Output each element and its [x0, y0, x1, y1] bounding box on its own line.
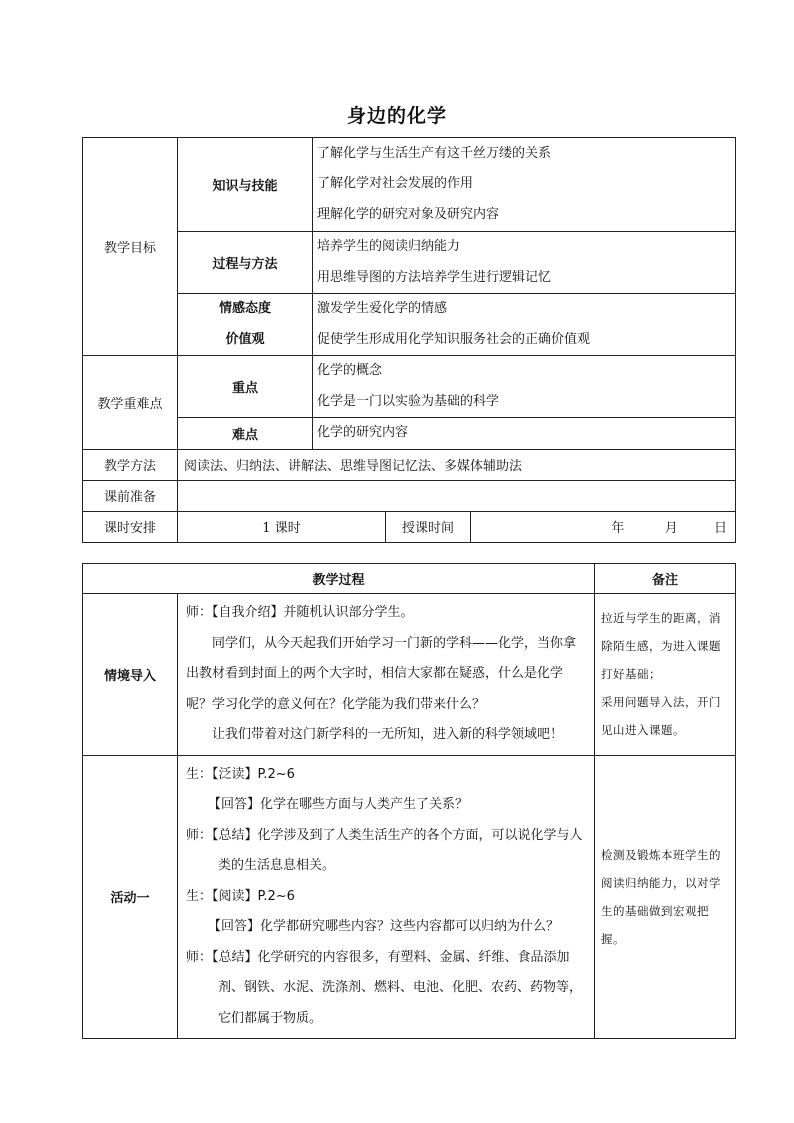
objective-items-emotion	[313, 294, 736, 356]
process-header: 教学过程	[83, 564, 595, 594]
objective-items-knowledge	[313, 138, 736, 232]
day-label: 日	[713, 521, 727, 536]
time-label: 授课时间	[386, 511, 471, 542]
content-line: 生：【阅读】P.2~6	[186, 888, 295, 904]
content-paragraph	[186, 629, 588, 721]
key-point-item: 化学的概念	[317, 363, 383, 378]
content-line: 让我们带着对这门新学科的一无所知，进入新的科学领域吧！	[212, 727, 564, 742]
notes-header: 备注	[595, 564, 736, 594]
content-line: 【回答】化学都研究哪些内容？这些内容都可以归纳为什么？	[208, 919, 560, 934]
note-line: 检测及锻炼本班学生的阅读归纳能力，以对学生的基础做到宏观把握。	[601, 847, 722, 946]
objective-item: 理解化学的研究对象及研究内容	[317, 206, 500, 222]
objective-category-line: 情感态度	[218, 301, 271, 316]
preparation-label: 课前准备	[83, 480, 178, 511]
objective-item: 了解化学对社会发展的作用	[317, 176, 474, 192]
schedule-value: 1 课时	[178, 511, 386, 542]
document-title: 身边的化学	[346, 105, 447, 127]
content-line: 同学们，从今天起我们开始学习一门新的学科——化学，当你拿出教材看到封面上的两个大字时，相信大家都在疑惑，什么是化学呢？学习化学的意义何在？化学能为我们带来什么？	[186, 635, 577, 712]
objective-item: 培养学生的阅读归纳能力	[317, 239, 461, 254]
objective-category-process: 过程与方法	[178, 232, 313, 294]
year-label: 年	[611, 521, 625, 536]
note-activity-1	[595, 755, 736, 1039]
difficulty-category: 难点	[178, 418, 313, 450]
objective-item: 激发学生爱化学的情感	[317, 301, 448, 316]
lesson-info-table	[82, 137, 736, 543]
key-points-label: 教学重难点	[83, 356, 178, 450]
schedule-label: 课时安排	[83, 511, 178, 542]
note-line: 拉近与学生的距离，消除陌生感，为进入课题打好基础；	[601, 611, 722, 682]
content-line: 【回答】化学在哪些方面与人类产生了关系？	[208, 797, 469, 812]
section-content-intro	[178, 594, 595, 756]
date-field	[471, 511, 736, 542]
objectives-label: 教学目标	[83, 138, 178, 356]
section-label-activity-1: 活动一	[83, 755, 178, 1039]
section-label-intro: 情境导入	[83, 594, 178, 756]
objective-item: 了解化学与生活生产有这千丝万缕的关系	[317, 145, 552, 161]
objective-category-emotion	[178, 294, 313, 356]
content-line: 师：【自我介绍】并随机认识部分学生。	[186, 605, 414, 620]
key-point-items	[313, 356, 736, 418]
difficulty-item: 化学的研究内容	[317, 425, 409, 440]
difficulty-items	[313, 418, 736, 450]
content-line: 生：【泛读】P.2~6	[186, 766, 295, 782]
note-line: 采用问题导入法，开门见山进入课题。	[601, 695, 722, 738]
content-paragraph	[186, 720, 588, 751]
objective-item: 用思维导图的方法培养学生进行逻辑记忆	[317, 269, 552, 285]
objective-items-process	[313, 232, 736, 294]
content-line: 师：【总结】化学涉及到了人类生活生产的各个方面，可以说化学与人类的生活息息相关。	[186, 827, 583, 873]
objective-category-line: 价值观	[225, 331, 265, 347]
preparation-value	[178, 480, 736, 511]
process-table	[82, 563, 736, 1039]
key-point-item: 化学是一门以实验为基础的科学	[317, 393, 500, 409]
objective-category-knowledge: 知识与技能	[178, 138, 313, 232]
methods-label: 教学方法	[83, 449, 178, 480]
month-label: 月	[664, 521, 678, 536]
section-content-activity-1	[178, 755, 595, 1039]
methods-value: 阅读法、归纳法、讲解法、思维导图记忆法、多媒体辅助法	[178, 449, 736, 480]
objective-item: 促使学生形成用化学知识服务社会的正确价值观	[317, 331, 591, 347]
note-intro	[595, 594, 736, 756]
content-line: 师：【总结】化学研究的内容很多，有塑料、金属、纤维、食品添加剂、钢铁、水泥、洗涤剂、燃料、电池、化肥、农药、药物等，它们都属于物质。	[186, 949, 583, 1026]
key-point-category: 重点	[178, 356, 313, 418]
